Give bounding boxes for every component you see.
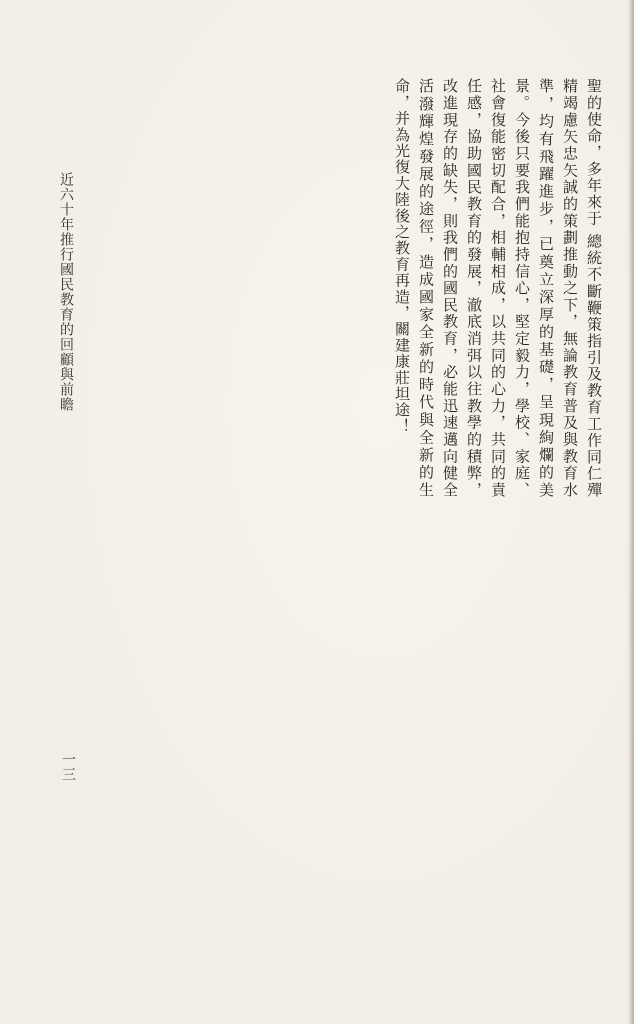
running-head: 近六十年推行國民教育的回顧與前瞻: [58, 172, 74, 412]
page-number: 一三: [60, 752, 76, 782]
body-paragraph: 聖的使命，多年來于 總統不斷鞭策指引及教育工作同仁殫精竭慮矢忠矢誠的策劃推動之下，無論教育普及與教育水準，均有飛躍進步，已奠立深厚的基礎，呈現絢爛的美景。今後只要我們能抱持信心，堅定毅力，學校、家庭、社會復能密切配合，相輔相成，以共同的心力，共同的責任感，協助國民教育的發展，澈底消弭以往教學的積弊，改進現存的缺失，則我們的國民教育，必能迅速邁向健全活潑輝煌發展的途徑，造成國家全新的時代與全新的生命，并為光復大陸後之教育再造，關建康莊坦途！: [393, 78, 603, 498]
page-edge-shadow: [628, 0, 634, 1024]
body-text-column: [390, 78, 606, 498]
